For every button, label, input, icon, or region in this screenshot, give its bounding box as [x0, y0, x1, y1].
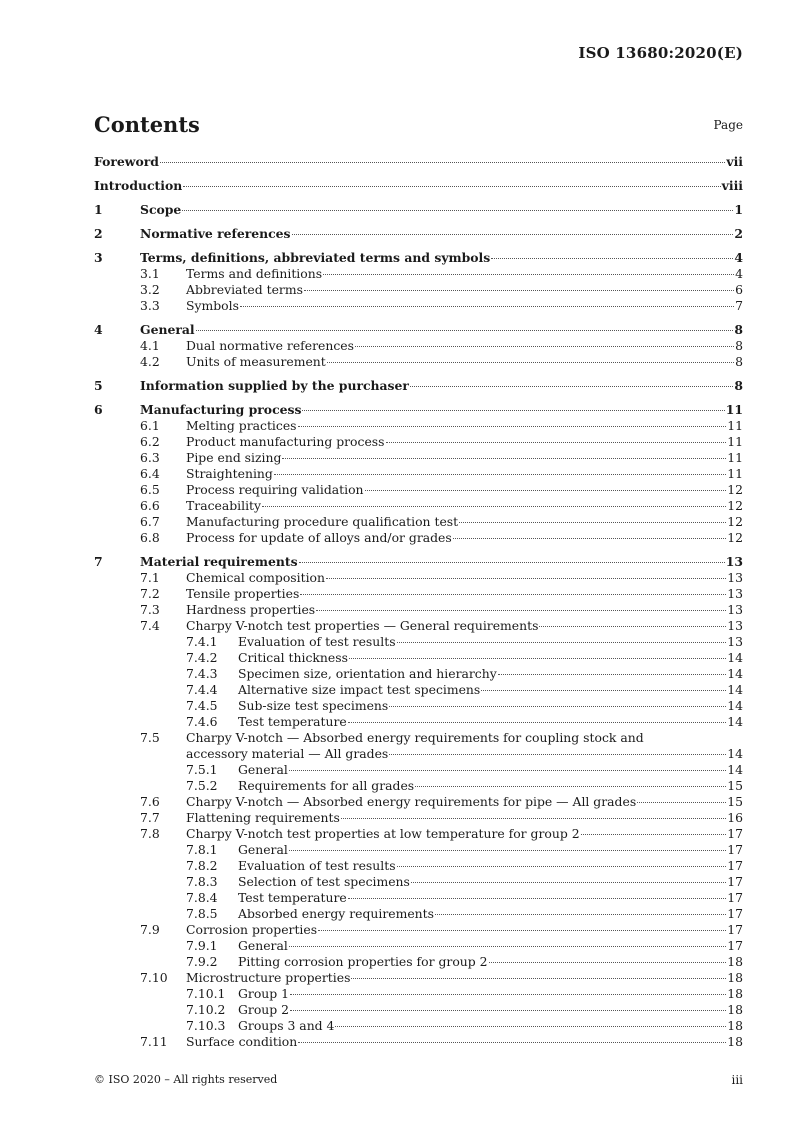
toc-entry[interactable]: [94, 514, 743, 530]
toc-entry-page: 12: [727, 498, 743, 513]
toc-entry[interactable]: [94, 858, 743, 874]
toc-entry[interactable]: [94, 378, 743, 394]
toc-dot-leader: [351, 978, 726, 979]
toc-entry-number: 6: [94, 402, 103, 417]
toc-entry-label: General: [238, 762, 288, 777]
toc-entry-label: Evaluation of test results: [238, 634, 396, 649]
toc-entry-page: 6: [735, 282, 743, 297]
toc-dot-leader: [289, 770, 726, 771]
toc-entry[interactable]: [94, 1002, 743, 1018]
toc-entry-number: 7: [94, 554, 103, 569]
toc-entry[interactable]: [94, 794, 743, 810]
toc-entry-number: 7.10.3: [186, 1018, 226, 1033]
toc-entry-page: 8: [735, 338, 743, 353]
toc-entry-page: 18: [727, 970, 743, 985]
toc-entry-number: 6.2: [140, 434, 160, 449]
toc-entry-label: Units of measurement: [186, 354, 326, 369]
toc-entry-label: Manufacturing procedure qualification test: [186, 514, 459, 529]
toc-entry-page: 11: [727, 450, 743, 465]
toc-dot-leader: [481, 690, 726, 691]
toc-entry-page: 17: [727, 906, 743, 921]
toc-entry-number: 7.8.3: [186, 874, 218, 889]
toc-entry-number: 3.3: [140, 298, 160, 313]
toc-entry[interactable]: [94, 266, 743, 282]
toc-dot-leader: [397, 866, 727, 867]
toc-entry[interactable]: [94, 154, 743, 170]
toc-entry-page: 15: [727, 794, 743, 809]
toc-entry-number: 6.4: [140, 466, 160, 481]
toc-entry-page: 11: [725, 402, 743, 417]
toc-entry-page: 13: [727, 634, 743, 649]
toc-entry-label: Test temperature: [238, 714, 347, 729]
toc-entry[interactable]: [94, 322, 743, 338]
toc-entry-number: 6.3: [140, 450, 160, 465]
toc-entry-label: Absorbed energy requirements: [238, 906, 434, 921]
toc-entry[interactable]: [94, 466, 743, 482]
toc-entry-number: 7.9.1: [186, 938, 218, 953]
toc-entry-label: Melting practices: [186, 418, 297, 433]
toc-entry-number: 7.5.2: [186, 778, 218, 793]
toc-entry-number: 7.4.6: [186, 714, 218, 729]
toc-dot-leader: [298, 426, 727, 427]
toc-entry-label: Pipe end sizing: [186, 450, 282, 465]
toc-entry[interactable]: [94, 354, 743, 370]
toc-entry[interactable]: [94, 714, 743, 730]
toc-entry-page: 17: [727, 858, 743, 873]
toc-entry[interactable]: [94, 602, 743, 618]
toc-entry[interactable]: [94, 1034, 743, 1050]
toc-entry-page: 14: [727, 698, 743, 713]
page-column-label: Page: [713, 118, 743, 132]
toc-dot-leader: [327, 362, 734, 363]
toc-entry-number: 7.10.2: [186, 1002, 226, 1017]
toc-entry[interactable]: [94, 666, 743, 682]
toc-entry-page: 4: [735, 266, 743, 281]
toc-entry-number: 7.11: [140, 1034, 168, 1049]
toc-dot-leader: [289, 850, 726, 851]
toc-entry-label: Requirements for all grades: [238, 778, 415, 793]
toc-dot-leader: [274, 474, 726, 475]
toc-entry-page: 8: [735, 354, 743, 369]
toc-dot-leader: [299, 562, 725, 563]
toc-entry-page: 17: [727, 938, 743, 953]
toc-dot-leader: [341, 818, 726, 819]
document-id: ISO 13680:2020(E): [578, 44, 743, 62]
toc-dot-leader: [182, 210, 733, 211]
table-of-contents: [94, 154, 743, 1050]
toc-dot-leader: [539, 626, 726, 627]
toc-entry-number: 7.7: [140, 810, 160, 825]
toc-dot-leader: [410, 386, 733, 387]
toc-dot-leader: [290, 994, 726, 995]
toc-entry-number: 3: [94, 250, 103, 265]
toc-entry-number: 7.4: [140, 618, 160, 633]
toc-entry-label: Charpy V-notch — Absorbed energy requirements for pipe — All grades: [186, 794, 637, 809]
toc-entry-label: Foreword: [94, 154, 159, 169]
toc-entry-number: 4.1: [140, 338, 160, 353]
toc-entry-page: 14: [727, 666, 743, 681]
toc-entry-number: 3.1: [140, 266, 160, 281]
toc-entry-label: Terms, definitions, abbreviated terms and symbols: [140, 250, 491, 265]
toc-dot-leader: [453, 538, 726, 539]
toc-entry-page: 17: [727, 874, 743, 889]
toc-entry[interactable]: [94, 530, 743, 546]
toc-entry-label: Test temperature: [238, 890, 347, 905]
toc-entry-page: 13: [727, 618, 743, 633]
toc-dot-leader: [581, 834, 727, 835]
toc-entry-label: Dual normative references: [186, 338, 354, 353]
toc-dot-leader: [196, 330, 734, 331]
toc-entry-page: 16: [727, 810, 743, 825]
toc-entry-label: Hardness properties: [186, 602, 316, 617]
toc-entry-page: 12: [727, 482, 743, 497]
toc-entry-label: Microstructure properties: [186, 970, 351, 985]
toc-entry-label: Corrosion properties: [186, 922, 318, 937]
toc-entry[interactable]: [94, 178, 743, 194]
toc-entry[interactable]: [94, 202, 743, 218]
toc-entry-number: 7.8: [140, 826, 160, 841]
toc-entry-number: 7.2: [140, 586, 160, 601]
page-title: Contents: [94, 112, 200, 137]
toc-entry-label: Sub-size test specimens: [238, 698, 389, 713]
toc-entry-number: 7.1: [140, 570, 160, 585]
toc-entry-page: 12: [727, 530, 743, 545]
toc-dot-leader: [335, 1026, 726, 1027]
toc-dot-leader: [389, 706, 726, 707]
toc-entry[interactable]: [94, 938, 743, 954]
toc-entry-page: 13: [727, 570, 743, 585]
toc-entry[interactable]: [94, 922, 743, 938]
toc-entry[interactable]: [94, 586, 743, 602]
toc-entry-page: 8: [734, 322, 743, 337]
toc-entry[interactable]: [94, 826, 743, 842]
toc-entry-label: accessory material — All grades: [186, 746, 389, 761]
toc-entry-page: 14: [727, 762, 743, 777]
toc-entry-number: 5: [94, 378, 103, 393]
toc-entry-page: 17: [727, 826, 743, 841]
toc-entry-label: Group 1: [238, 986, 290, 1001]
toc-entry-number: 7.4.3: [186, 666, 218, 681]
toc-entry-page: 17: [727, 842, 743, 857]
toc-dot-leader: [397, 642, 727, 643]
toc-dot-leader: [435, 914, 726, 915]
toc-dot-leader: [355, 346, 734, 347]
toc-dot-leader: [289, 946, 726, 947]
toc-entry-number: 7.4.5: [186, 698, 218, 713]
toc-entry[interactable]: [94, 890, 743, 906]
toc-entry-label: Traceability: [186, 498, 262, 513]
toc-entry-label: Evaluation of test results: [238, 858, 396, 873]
toc-entry-label: Terms and definitions: [186, 266, 323, 281]
toc-entry-label: Symbols: [186, 298, 239, 313]
toc-entry-label: Charpy V-notch test properties at low temperature for group 2: [186, 826, 580, 841]
toc-entry-label: Groups 3 and 4: [238, 1018, 335, 1033]
toc-entry-label: Product manufacturing process: [186, 434, 385, 449]
toc-dot-leader: [348, 722, 726, 723]
toc-entry-number: 7.4.4: [186, 682, 218, 697]
toc-entry-label: Flattening requirements: [186, 810, 340, 825]
toc-entry-continuation[interactable]: [94, 746, 743, 762]
toc-entry-label: Information supplied by the purchaser: [140, 378, 409, 393]
toc-entry-number: 7.8.5: [186, 906, 218, 921]
toc-entry[interactable]: [94, 450, 743, 466]
toc-entry-number: 6.1: [140, 418, 160, 433]
toc-entry-label: Manufacturing process: [140, 402, 302, 417]
toc-dot-leader: [389, 754, 726, 755]
toc-entry-page: 14: [727, 746, 743, 761]
toc-dot-leader: [282, 458, 726, 459]
toc-dot-leader: [160, 162, 725, 163]
toc-entry[interactable]: [94, 810, 743, 826]
toc-entry[interactable]: [94, 842, 743, 858]
toc-entry-label: General: [238, 938, 288, 953]
toc-entry[interactable]: [94, 402, 743, 418]
toc-dot-leader: [240, 306, 734, 307]
toc-dot-leader: [498, 674, 726, 675]
toc-dot-leader: [318, 930, 726, 931]
toc-entry-number: 7.8.4: [186, 890, 218, 905]
toc-entry[interactable]: [94, 434, 743, 450]
toc-entry-page: 11: [727, 418, 743, 433]
toc-entry-number: 7.4.1: [186, 634, 218, 649]
toc-entry-number: 7.8.1: [186, 842, 218, 857]
toc-entry[interactable]: [94, 634, 743, 650]
toc-entry-page: 8: [734, 378, 743, 393]
toc-entry[interactable]: [94, 778, 743, 794]
toc-entry-number: 6.6: [140, 498, 160, 513]
toc-entry-page: 11: [727, 466, 743, 481]
toc-entry-number: 1: [94, 202, 103, 217]
toc-entry-label: Charpy V-notch test properties — General requirements: [186, 618, 539, 633]
toc-entry[interactable]: [94, 338, 743, 354]
toc-entry[interactable]: [94, 554, 743, 570]
toc-dot-leader: [326, 578, 726, 579]
toc-entry-label: Surface condition: [186, 1034, 298, 1049]
toc-entry-page: 14: [727, 650, 743, 665]
toc-entry[interactable]: [94, 298, 743, 314]
toc-dot-leader: [365, 490, 727, 491]
toc-entry-number: 7.3: [140, 602, 160, 617]
toc-entry-label: Scope: [140, 202, 182, 217]
toc-entry-page: 1: [734, 202, 743, 217]
toc-entry-number: 6.8: [140, 530, 160, 545]
copyright-notice: © ISO 2020 – All rights reserved: [94, 1073, 278, 1086]
toc-entry[interactable]: [94, 498, 743, 514]
toc-dot-leader: [292, 234, 734, 235]
toc-entry-number: 4: [94, 322, 103, 337]
toc-entry-page: 18: [727, 1018, 743, 1033]
toc-entry-page: viii: [721, 178, 743, 193]
toc-entry-label: Process requiring validation: [186, 482, 364, 497]
toc-dot-leader: [304, 290, 734, 291]
toc-entry-page: 11: [727, 434, 743, 449]
toc-entry-number: 7.9.2: [186, 954, 218, 969]
toc-dot-leader: [348, 898, 726, 899]
toc-dot-leader: [349, 658, 726, 659]
toc-entry-page: 18: [727, 954, 743, 969]
toc-entry[interactable]: [94, 762, 743, 778]
toc-entry[interactable]: [94, 986, 743, 1002]
toc-entry-label: Pitting corrosion properties for group 2: [238, 954, 488, 969]
toc-entry-label: Chemical composition: [186, 570, 325, 585]
toc-entry[interactable]: [94, 250, 743, 266]
toc-entry-number: 4.2: [140, 354, 160, 369]
toc-dot-leader: [302, 410, 724, 411]
toc-dot-leader: [300, 594, 726, 595]
toc-dot-leader: [323, 274, 734, 275]
toc-entry-number: 6.5: [140, 482, 160, 497]
toc-entry-page: 15: [727, 778, 743, 793]
toc-entry-number: 7.8.2: [186, 858, 218, 873]
toc-entry[interactable]: [94, 650, 743, 666]
toc-entry[interactable]: [94, 682, 743, 698]
toc-dot-leader: [316, 610, 726, 611]
toc-entry-page: 7: [735, 298, 743, 313]
toc-entry[interactable]: [94, 698, 743, 714]
toc-entry-page: 17: [727, 922, 743, 937]
toc-entry-page: 14: [727, 714, 743, 729]
toc-entry-label: Tensile properties: [186, 586, 300, 601]
toc-entry[interactable]: [94, 482, 743, 498]
toc-entry-number: 7.6: [140, 794, 160, 809]
toc-entry-label: Abbreviated terms: [186, 282, 303, 297]
toc-entry-page: 13: [725, 554, 743, 569]
page-number: iii: [731, 1073, 743, 1087]
toc-dot-leader: [290, 1010, 726, 1011]
toc-entry-page: 4: [734, 250, 743, 265]
toc-entry[interactable]: [94, 570, 743, 586]
toc-entry-label: General: [140, 322, 195, 337]
toc-entry-page: 14: [727, 682, 743, 697]
toc-entry-label: Charpy V-notch — Absorbed energy requirements for coupling stock and: [186, 730, 644, 745]
toc-entry-number: 7.5.1: [186, 762, 218, 777]
toc-entry-label: Specimen size, orientation and hierarchy: [238, 666, 497, 681]
toc-dot-leader: [262, 506, 726, 507]
toc-entry-number: 7.9: [140, 922, 160, 937]
toc-entry-number: 6.7: [140, 514, 160, 529]
toc-entry[interactable]: [94, 418, 743, 434]
toc-dot-leader: [411, 882, 726, 883]
toc-dot-leader: [489, 962, 727, 963]
toc-entry-label: Normative references: [140, 226, 291, 241]
toc-entry-page: 13: [727, 586, 743, 601]
toc-dot-leader: [183, 186, 720, 187]
toc-entry[interactable]: [94, 730, 743, 746]
toc-entry-number: 7.4.2: [186, 650, 218, 665]
toc-entry-page: 12: [727, 514, 743, 529]
toc-entry[interactable]: [94, 906, 743, 922]
toc-entry-number: 7.10: [140, 970, 168, 985]
toc-entry-label: Straightening: [186, 466, 273, 481]
toc-dot-leader: [459, 522, 726, 523]
toc-entry[interactable]: [94, 282, 743, 298]
toc-dot-leader: [415, 786, 726, 787]
toc-entry-label: Material requirements: [140, 554, 298, 569]
toc-entry-page: vii: [726, 154, 743, 169]
toc-entry-label: Selection of test specimens: [238, 874, 410, 889]
toc-entry-label: General: [238, 842, 288, 857]
toc-entry[interactable]: [94, 874, 743, 890]
toc-entry-page: 13: [727, 602, 743, 617]
toc-entry-label: Critical thickness: [238, 650, 348, 665]
toc-entry[interactable]: [94, 226, 743, 242]
toc-entry[interactable]: [94, 970, 743, 986]
toc-entry-label: Process for update of alloys and/or grades: [186, 530, 452, 545]
toc-entry-number: 3.2: [140, 282, 160, 297]
toc-entry-page: 18: [727, 986, 743, 1001]
toc-entry-label: Introduction: [94, 178, 183, 193]
toc-entry-page: 2: [734, 226, 743, 241]
toc-entry[interactable]: [94, 1018, 743, 1034]
toc-dot-leader: [637, 802, 726, 803]
toc-dot-leader: [386, 442, 727, 443]
toc-dot-leader: [298, 1042, 726, 1043]
toc-entry-number: 7.5: [140, 730, 160, 745]
toc-entry-page: 18: [727, 1034, 743, 1049]
toc-entry-number: 2: [94, 226, 103, 241]
toc-entry-number: 7.10.1: [186, 986, 226, 1001]
toc-entry[interactable]: [94, 954, 743, 970]
toc-entry-label: Alternative size impact test specimens: [238, 682, 481, 697]
toc-entry-label: Group 2: [238, 1002, 290, 1017]
toc-entry-page: 18: [727, 1002, 743, 1017]
toc-entry-page: 17: [727, 890, 743, 905]
toc-entry[interactable]: [94, 618, 743, 634]
toc-dot-leader: [491, 258, 733, 259]
